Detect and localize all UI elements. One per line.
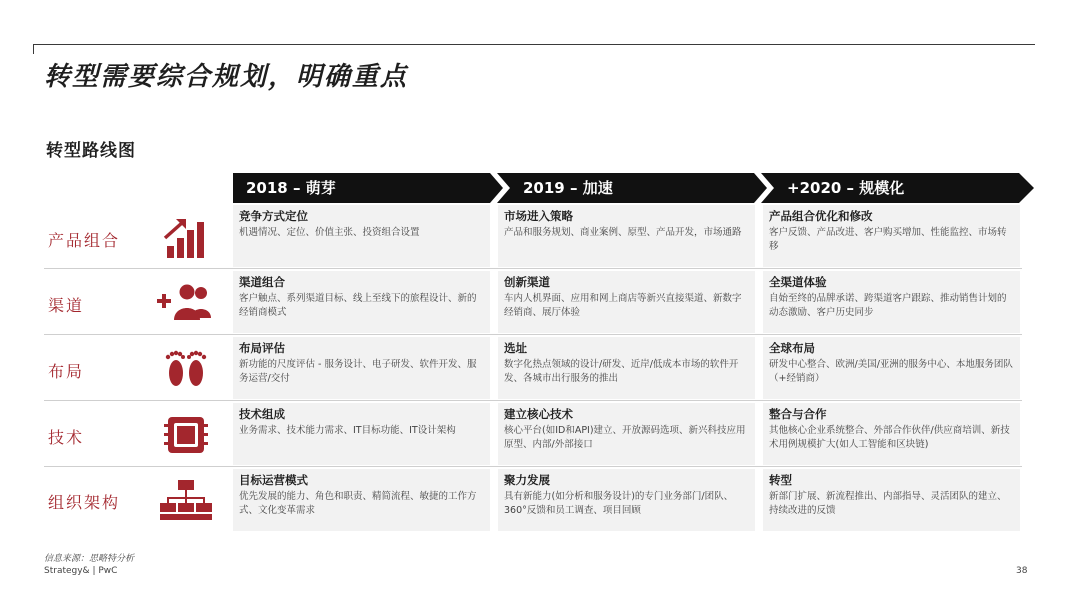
- cell-technology-2018: [233, 403, 490, 465]
- brand-footer: Strategy& | PwC: [44, 566, 118, 576]
- cell-footprint-2020: [763, 337, 1020, 399]
- row-separator: [44, 334, 1022, 335]
- cell-body: 新部门扩展、新流程推出、内部指导、灵活团队的建立、持续改进的反馈: [769, 491, 1007, 516]
- cell-body: 产品和服务规划、商业案例、原型、产品开发，市场通路: [504, 227, 742, 238]
- cell-body: 车内人机界面、应用和网上商店等新兴直接渠道、新数字经销商、展厅体验: [504, 293, 742, 318]
- page-number: 38: [1016, 566, 1028, 576]
- cell-title: 目标运营模式: [239, 473, 308, 487]
- cell-title: 整合与合作: [769, 407, 827, 421]
- cell-body: 优先发展的能力、角色和职责、精简流程、敏捷的工作方式、文化变革需求: [239, 491, 477, 516]
- cell-organization-2020: [763, 469, 1020, 531]
- cell-body: 研发中心整合、欧洲/美国/亚洲的服务中心、本地服务团队（+经销商）: [769, 359, 1013, 384]
- slide-title: 转型需要综合规划，明确重点: [44, 62, 409, 92]
- cell-title: 技术组成: [239, 407, 285, 421]
- chip-icon: [156, 412, 216, 458]
- cell-body: 客户触点、系列渠道目标、线上至线下的旅程设计、新的经销商模式: [239, 293, 477, 318]
- cell-product-2019: [498, 205, 755, 267]
- cell-title: 创新渠道: [504, 275, 550, 289]
- cell-organization-2019: [498, 469, 755, 531]
- cell-title: 转型: [769, 473, 792, 487]
- row-label-channels: 渠道: [48, 296, 85, 315]
- cell-title: 渠道组合: [239, 275, 285, 289]
- cell-title: 选址: [504, 341, 527, 355]
- cell-title: 市场进入策略: [504, 209, 573, 223]
- phase-label-3: +2020 – 规模化: [787, 179, 905, 197]
- cell-product-2020: [763, 205, 1020, 267]
- top-rule: [33, 44, 1035, 45]
- row-separator: [44, 400, 1022, 401]
- cell-organization-2018: [233, 469, 490, 531]
- cell-product-2018: [233, 205, 490, 267]
- cell-title: 聚力发展: [504, 473, 550, 487]
- phase-label-2: 2019 – 加速: [523, 179, 613, 197]
- row-label-footprint: 布局: [48, 362, 85, 381]
- footprints-icon: [156, 346, 216, 392]
- phase-label-1: 2018 – 萌芽: [246, 179, 336, 197]
- row-label-product-portfolio: 产品组合: [48, 231, 121, 250]
- cell-body: 新功能的尺度评估 - 服务设计、电子研发、软件开发、服务运营/交付: [239, 359, 477, 384]
- cell-footprint-2018: [233, 337, 490, 399]
- phase-bar: [233, 173, 1034, 203]
- source-note: 信息来源：思略特分析: [44, 554, 135, 564]
- cell-body: 业务需求、技术能力需求、IT目标功能、IT设计架构: [239, 425, 456, 436]
- cell-body: 机遇情况、定位、价值主张、投资组合设置: [239, 227, 420, 238]
- org-chart-icon: [156, 477, 216, 523]
- cell-body: 客户反馈、产品改进、客户购买增加、性能监控、市场转移: [769, 227, 1007, 252]
- phase-chevrons: [233, 173, 1034, 203]
- cell-title: 建立核心技术: [504, 407, 573, 421]
- cell-title: 产品组合优化和修改: [769, 209, 873, 223]
- row-label-technology: 技术: [48, 428, 85, 447]
- cell-body: 核心平台(如ID和API)建立、开放源码选项、新兴科技应用原型、内部/外部接口: [504, 425, 746, 450]
- cell-body: 自始至终的品牌承诺、跨渠道客户跟踪、推动销售计划的动态激励、客户历史同步: [769, 293, 1007, 318]
- slide-subtitle: 转型路线图: [46, 141, 136, 161]
- cell-body: 数字化热点领域的设计/研发、近岸/低成本市场的软件开发、各城市出行服务的推出: [504, 359, 739, 384]
- cell-title: 布局评估: [239, 341, 285, 355]
- cell-body: 具有新能力(如分析和服务设计)的专门业务部门/团队、360°反馈和员工调查、项目回顾: [504, 491, 734, 516]
- cell-channels-2020: [763, 271, 1020, 333]
- row-separator: [44, 268, 1022, 269]
- cell-channels-2019: [498, 271, 755, 333]
- cell-title: 全渠道体验: [769, 275, 827, 289]
- add-users-icon: [156, 280, 216, 326]
- cell-title: 全球布局: [769, 341, 815, 355]
- bar-chart-up-icon: [156, 214, 216, 260]
- cell-technology-2020: [763, 403, 1020, 465]
- cell-body: 其他核心企业系统整合、外部合作伙伴/供应商培训、新技术用例规模扩大(如人工智能和区块链): [769, 425, 1010, 450]
- cell-technology-2019: [498, 403, 755, 465]
- cell-footprint-2019: [498, 337, 755, 399]
- top-rule-tick: [33, 44, 34, 54]
- cell-title: 竞争方式定位: [239, 209, 308, 223]
- row-separator: [44, 466, 1022, 467]
- cell-channels-2018: [233, 271, 490, 333]
- row-label-organization: 组织架构: [48, 493, 121, 512]
